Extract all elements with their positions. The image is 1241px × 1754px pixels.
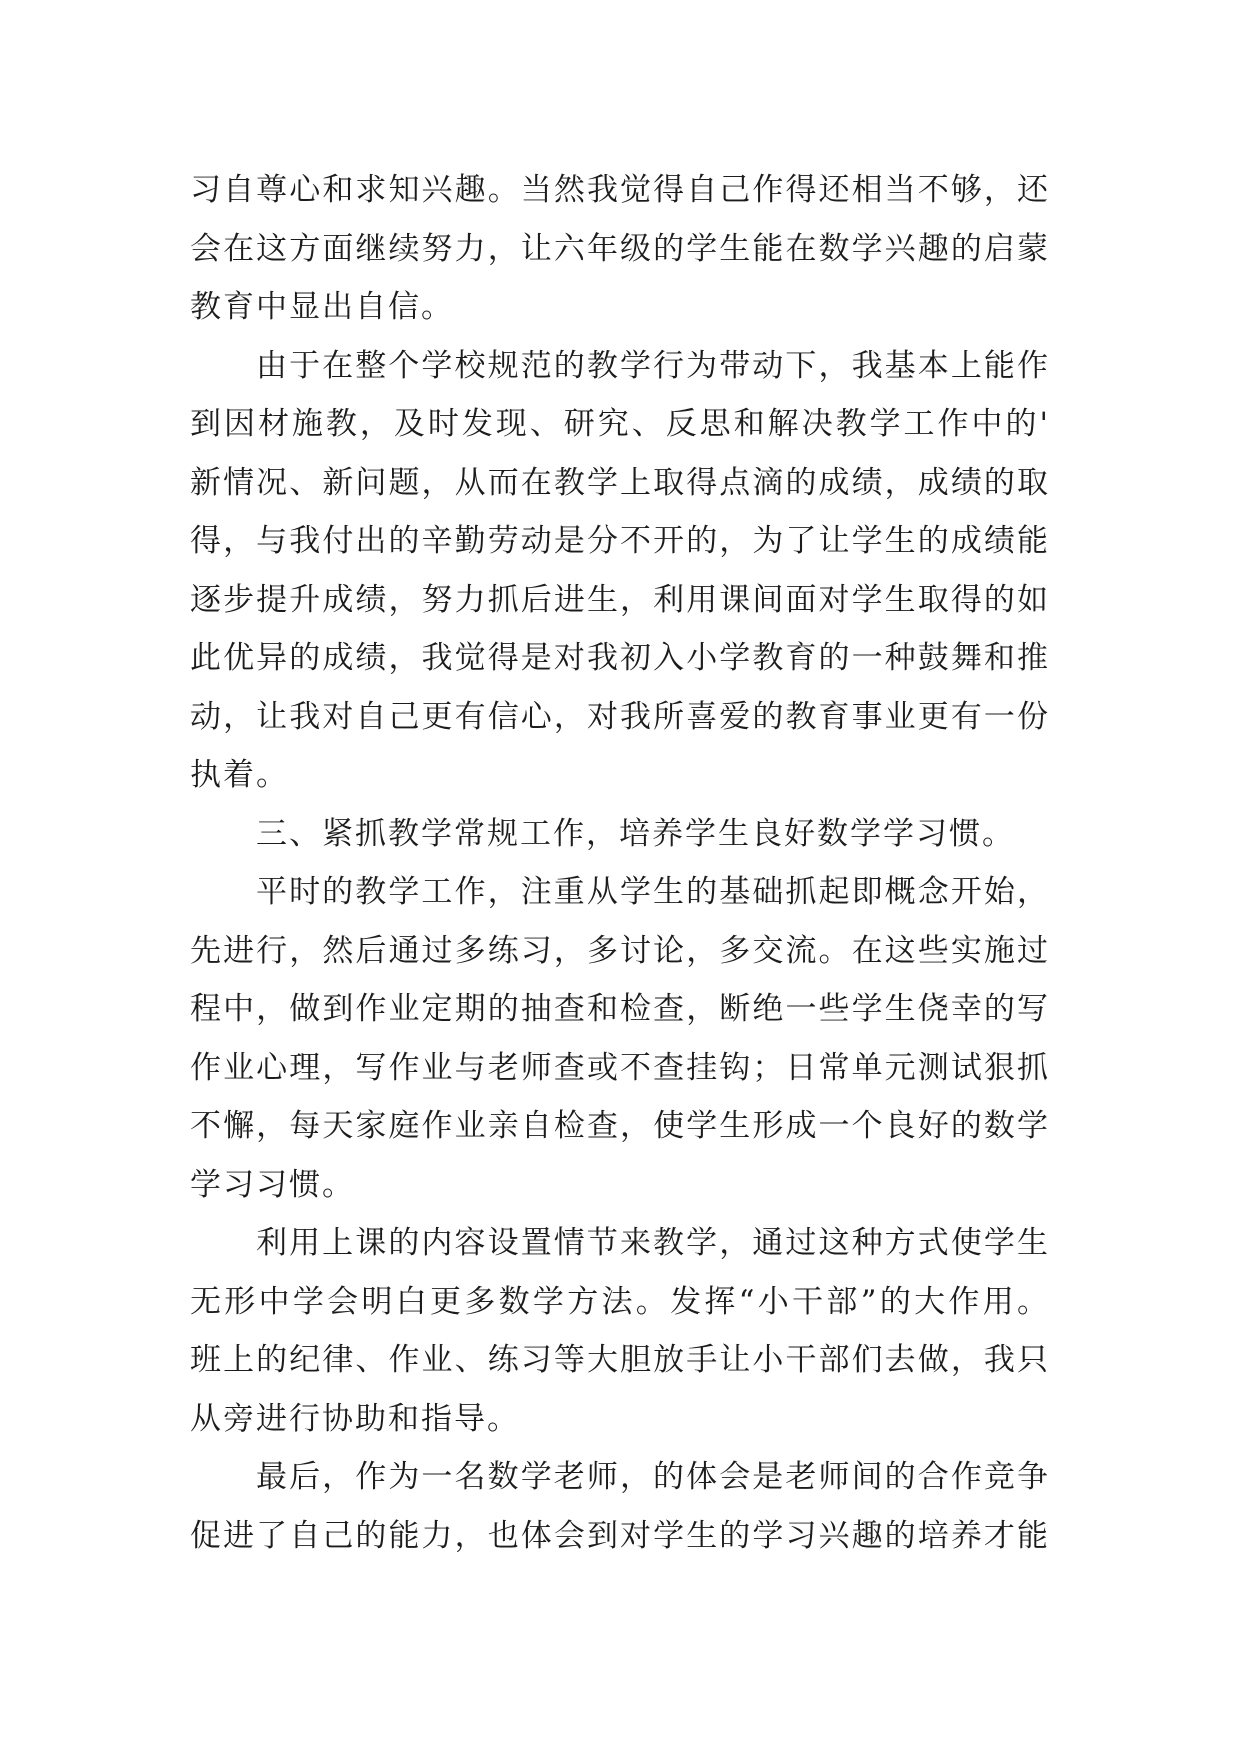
text-line: 促进了自己的能力，也体会到对学生的学习兴趣的培养才能 xyxy=(190,1517,1050,1554)
paragraph xyxy=(190,1214,1050,1448)
body-text xyxy=(190,161,1050,1565)
text-line: 利用上课的内容设置情节来教学，通过这种方式使学生 xyxy=(256,1225,1050,1261)
text-line: 学习习惯。 xyxy=(190,1166,355,1203)
text-line: 执着。 xyxy=(190,757,289,793)
text-line: 新情况、新问题，从而在教学上取得点滴的成绩，成绩的取 xyxy=(190,464,1050,501)
text-line: 不懈，每天家庭作业亲自检查，使学生形成一个良好的数学 xyxy=(190,1108,1050,1144)
text-line: 逐步提升成绩，努力抓后进生，利用课间面对学生取得的如 xyxy=(190,581,1050,618)
text-line: 动，让我对自己更有信心，对我所喜爱的教育事业更有一份 xyxy=(190,698,1050,735)
text-line: 得，与我付出的辛勤劳动是分不开的，为了让学生的成绩能 xyxy=(190,523,1050,559)
text-line: 此优异的成绩，我觉得是对我初入小学教育的一种鼓舞和推 xyxy=(190,640,1050,676)
text-line: 由于在整个学校规范的教学行为带动下，我基本上能作 xyxy=(256,347,1050,384)
text-line: 三、紧抓教学常规工作，培养学生良好数学学习惯。 xyxy=(256,815,1015,852)
paragraph xyxy=(190,161,1050,337)
text-line: 平时的教学工作，注重从学生的基础抓起即概念开始， xyxy=(256,874,1050,910)
paragraph xyxy=(190,863,1050,1214)
text-line: 最后，作为一名数学老师，的体会是老师间的合作竞争 xyxy=(256,1459,1050,1495)
paragraph xyxy=(190,1448,1050,1565)
text-line: 到因材施教，及时发现、研究、反思和解决教学工作中的' xyxy=(190,406,1050,442)
text-line: 先进行，然后通过多练习，多讨论，多交流。在这些实施过 xyxy=(190,932,1050,969)
text-line: 会在这方面继续努力，让六年级的学生能在数学兴趣的启蒙 xyxy=(190,230,1050,267)
text-line: 无形中学会明白更多数学方法。发挥“小干部”的大作用。 xyxy=(190,1283,1050,1320)
text-line: 从旁进行协助和指导。 xyxy=(190,1400,520,1437)
text-line: 作业心理，写作业与老师查或不查挂钩；日常单元测试狠抓 xyxy=(190,1049,1050,1086)
section-heading xyxy=(190,805,1050,864)
text-line: 习自尊心和求知兴趣。当然我觉得自己作得还相当不够，还 xyxy=(190,172,1050,208)
paragraph xyxy=(190,337,1050,805)
text-line: 教育中显出自信。 xyxy=(190,289,454,325)
text-line: 班上的纪律、作业、练习等大胆放手让小干部们去做，我只 xyxy=(190,1342,1050,1378)
text-line: 程中，做到作业定期的抽查和检查，断绝一些学生侥幸的写 xyxy=(190,991,1050,1027)
